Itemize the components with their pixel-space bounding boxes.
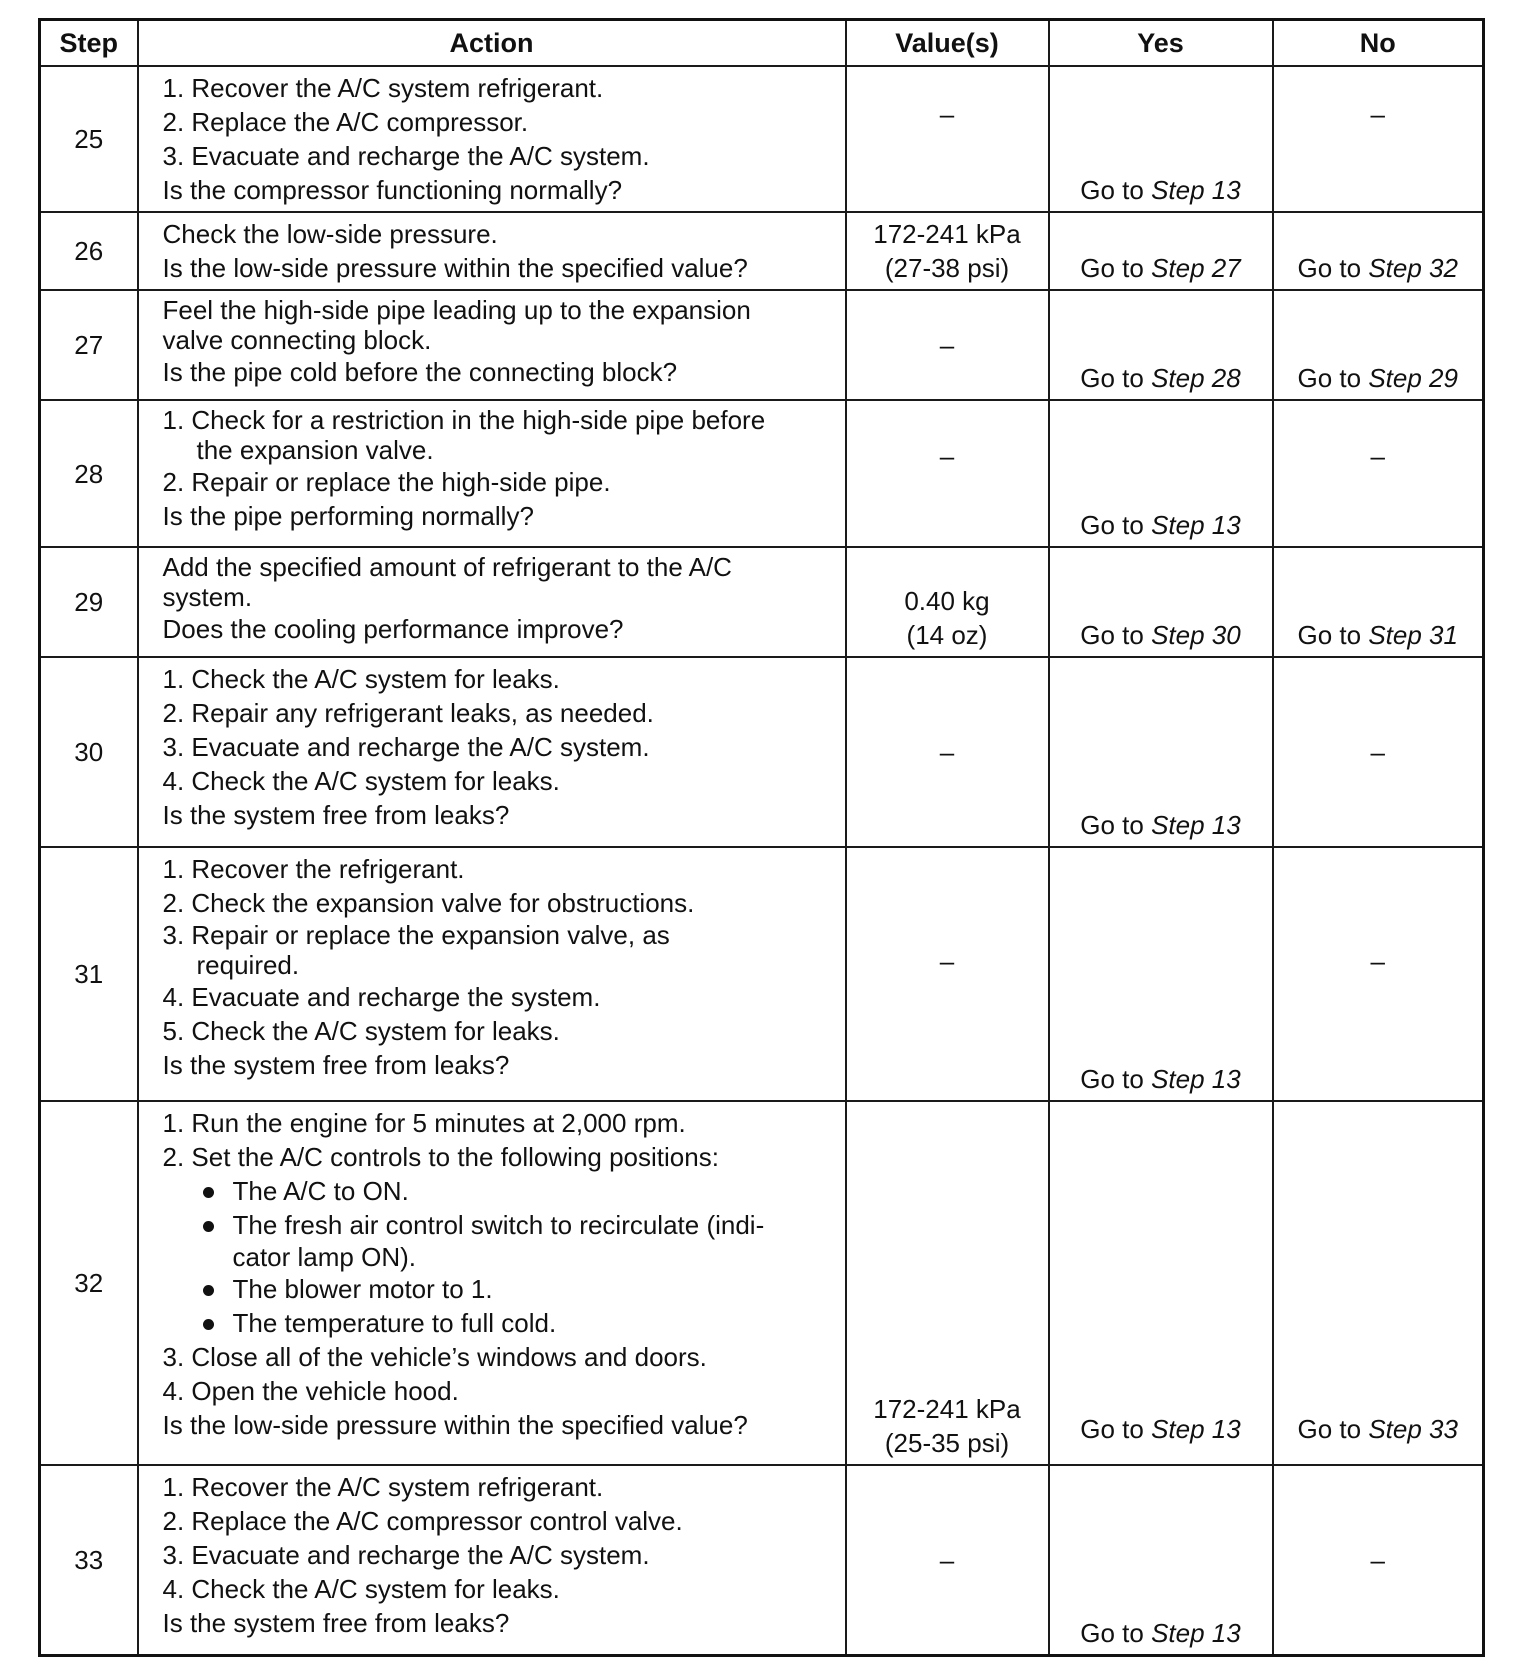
action-cell bbox=[138, 847, 846, 1101]
action-question: Is the compressor functioning normally? bbox=[162, 175, 623, 205]
bullet-dot-icon bbox=[203, 1221, 214, 1232]
action-item-continued: the expansion valve. bbox=[196, 435, 434, 465]
table-row bbox=[40, 212, 1484, 290]
goto-prefix: Go to bbox=[1297, 1414, 1369, 1444]
value-cell: – bbox=[846, 657, 1049, 847]
action-question: Is the low-side pressure within the specified value? bbox=[162, 1410, 748, 1440]
table-row bbox=[40, 847, 1484, 1101]
action-item: 2. Repair or replace the high-side pipe. bbox=[162, 467, 611, 497]
header-step: Step bbox=[40, 20, 138, 67]
action-question: Is the system free from leaks? bbox=[162, 1050, 510, 1080]
yes-cell bbox=[1049, 400, 1273, 547]
value-cell bbox=[846, 1101, 1049, 1465]
no-step: Step 33 bbox=[1368, 1414, 1458, 1444]
goto-prefix: Go to bbox=[1297, 253, 1369, 283]
goto-prefix: Go to bbox=[1080, 363, 1152, 393]
action-item: 4. Check the A/C system for leaks. bbox=[162, 1574, 560, 1604]
yes-step: Step 13 bbox=[1151, 1617, 1241, 1648]
header-value: Value(s) bbox=[846, 20, 1049, 67]
no-cell bbox=[1273, 290, 1484, 400]
table-row bbox=[40, 1101, 1484, 1465]
action-cell bbox=[138, 66, 846, 212]
goto-prefix: Go to bbox=[1080, 810, 1152, 840]
bullet-item bbox=[163, 1174, 837, 1208]
action-item: 3. Evacuate and recharge the A/C system. bbox=[162, 1540, 650, 1570]
bullet-text: The fresh air control switch to recirculate (indi- bbox=[232, 1210, 765, 1240]
action-question: Is the system free from leaks? bbox=[162, 1608, 510, 1638]
table-row bbox=[40, 66, 1484, 212]
yes-step: Step 13 bbox=[1151, 510, 1241, 540]
table-row bbox=[40, 400, 1484, 547]
action-item: 4. Evacuate and recharge the system. bbox=[162, 982, 601, 1012]
bullet-text: The blower motor to 1. bbox=[232, 1274, 493, 1304]
yes-step: Step 13 bbox=[1151, 1414, 1241, 1444]
no-cell bbox=[1273, 547, 1484, 657]
action-cell bbox=[138, 212, 846, 290]
value-cell: – bbox=[846, 1465, 1049, 1655]
value-cell bbox=[846, 212, 1049, 290]
action-text: system. bbox=[162, 582, 253, 612]
value-line: (14 oz) bbox=[906, 620, 988, 650]
yes-step: Step 30 bbox=[1151, 620, 1241, 650]
action-question: Is the pipe performing normally? bbox=[162, 501, 534, 531]
no-cell: – bbox=[1273, 1465, 1484, 1655]
action-item: 4. Check the A/C system for leaks. bbox=[162, 766, 560, 796]
header-no: No bbox=[1273, 20, 1484, 67]
yes-cell bbox=[1049, 212, 1273, 290]
no-step: Step 29 bbox=[1368, 363, 1458, 393]
goto-prefix: Go to bbox=[1080, 1414, 1152, 1444]
action-item: 5. Check the A/C system for leaks. bbox=[162, 1016, 560, 1046]
action-text: Add the specified amount of refrigerant to the A/C bbox=[162, 552, 732, 582]
action-item: 2. Repair any refrigerant leaks, as needed. bbox=[162, 698, 654, 728]
bullet-dot-icon bbox=[203, 1187, 214, 1198]
action-item: 1. Run the engine for 5 minutes at 2,000 rpm. bbox=[162, 1108, 686, 1138]
yes-cell bbox=[1049, 290, 1273, 400]
yes-cell bbox=[1049, 66, 1273, 212]
step-number: 29 bbox=[40, 547, 138, 657]
yes-step: Step 27 bbox=[1151, 253, 1241, 283]
bullet-dot-icon bbox=[203, 1319, 214, 1330]
action-item: 2. Set the A/C controls to the following positions: bbox=[162, 1142, 719, 1172]
goto-prefix: Go to bbox=[1297, 363, 1369, 393]
action-cell bbox=[138, 1101, 846, 1465]
no-cell: – bbox=[1273, 66, 1484, 212]
yes-cell bbox=[1049, 847, 1273, 1101]
value-cell bbox=[846, 547, 1049, 657]
goto-prefix: Go to bbox=[1080, 510, 1152, 540]
yes-step: Step 28 bbox=[1151, 363, 1241, 393]
action-text: Check the low-side pressure. bbox=[162, 219, 498, 249]
no-cell: – bbox=[1273, 400, 1484, 547]
table-row bbox=[40, 547, 1484, 657]
step-number: 25 bbox=[40, 66, 138, 212]
bullet-item bbox=[163, 1306, 837, 1340]
value-cell: – bbox=[846, 66, 1049, 212]
yes-step: Step 13 bbox=[1151, 175, 1241, 205]
diagnostic-table bbox=[38, 18, 1485, 1657]
bullet-text-continued: cator lamp ON). bbox=[232, 1242, 416, 1272]
no-step: Step 31 bbox=[1368, 620, 1458, 650]
goto-prefix: Go to bbox=[1080, 253, 1152, 283]
bullet-dot-icon bbox=[203, 1285, 214, 1296]
table-row bbox=[40, 290, 1484, 400]
action-cell bbox=[138, 400, 846, 547]
action-item: 2. Replace the A/C compressor control valve. bbox=[162, 1506, 683, 1536]
diagnostic-table-page bbox=[38, 18, 1482, 1657]
goto-prefix: Go to bbox=[1297, 620, 1369, 650]
header-yes: Yes bbox=[1049, 20, 1273, 67]
action-item: 3. Evacuate and recharge the A/C system. bbox=[162, 732, 650, 762]
yes-cell bbox=[1049, 1101, 1273, 1465]
no-cell: – bbox=[1273, 657, 1484, 847]
goto-prefix: Go to bbox=[1080, 620, 1152, 650]
action-cell bbox=[138, 290, 846, 400]
bullet-text: The A/C to ON. bbox=[232, 1176, 409, 1206]
goto-prefix: Go to bbox=[1080, 1064, 1152, 1094]
yes-step: Step 13 bbox=[1151, 1064, 1241, 1094]
value-cell: – bbox=[846, 847, 1049, 1101]
action-cell bbox=[138, 1465, 846, 1655]
bullet-text: The temperature to full cold. bbox=[232, 1308, 557, 1338]
action-text: valve connecting block. bbox=[162, 325, 432, 355]
step-number: 33 bbox=[40, 1465, 138, 1655]
action-item: 3. Evacuate and recharge the A/C system. bbox=[162, 141, 650, 171]
action-item: 3. Repair or replace the expansion valve, as bbox=[162, 920, 670, 950]
value-line: (27-38 psi) bbox=[884, 253, 1010, 283]
yes-cell bbox=[1049, 657, 1273, 847]
step-number: 26 bbox=[40, 212, 138, 290]
action-question: Is the system free from leaks? bbox=[162, 800, 510, 830]
step-number: 28 bbox=[40, 400, 138, 547]
table-row bbox=[40, 1465, 1484, 1655]
step-number: 27 bbox=[40, 290, 138, 400]
value-line: 172-241 kPa bbox=[873, 219, 1021, 249]
action-question: Is the low-side pressure within the specified value? bbox=[162, 253, 748, 283]
value-line: (25-35 psi) bbox=[884, 1428, 1010, 1458]
action-question: Does the cooling performance improve? bbox=[162, 614, 624, 644]
no-cell bbox=[1273, 212, 1484, 290]
goto-prefix: Go to bbox=[1080, 175, 1152, 205]
step-number: 30 bbox=[40, 657, 138, 847]
action-question: Is the pipe cold before the connecting block? bbox=[162, 357, 678, 387]
action-item: 4. Open the vehicle hood. bbox=[162, 1376, 459, 1406]
action-item-continued: required. bbox=[196, 950, 300, 980]
action-item: 2. Check the expansion valve for obstructions. bbox=[162, 888, 695, 918]
goto-prefix: Go to bbox=[1080, 1617, 1152, 1648]
no-step: Step 32 bbox=[1368, 253, 1458, 283]
value-cell: – bbox=[846, 290, 1049, 400]
action-cell bbox=[138, 657, 846, 847]
header-action: Action bbox=[138, 20, 846, 67]
bullet-item bbox=[163, 1272, 837, 1306]
no-cell bbox=[1273, 1101, 1484, 1465]
table-row bbox=[40, 657, 1484, 847]
action-item: 1. Check for a restriction in the high-side pipe before bbox=[162, 405, 766, 435]
yes-step: Step 13 bbox=[1151, 810, 1241, 840]
yes-cell bbox=[1049, 1465, 1273, 1655]
action-item: 1. Recover the A/C system refrigerant. bbox=[162, 1472, 604, 1502]
step-number: 32 bbox=[40, 1101, 138, 1465]
action-item: 1. Recover the refrigerant. bbox=[162, 854, 465, 884]
header-row bbox=[40, 20, 1484, 67]
yes-cell bbox=[1049, 547, 1273, 657]
value-line: 0.40 kg bbox=[904, 586, 990, 616]
action-item: 1. Recover the A/C system refrigerant. bbox=[162, 73, 604, 103]
action-text: Feel the high-side pipe leading up to the expansion bbox=[162, 295, 751, 325]
action-item: 2. Replace the A/C compressor. bbox=[162, 107, 529, 137]
no-cell: – bbox=[1273, 847, 1484, 1101]
action-cell bbox=[138, 547, 846, 657]
action-item: 1. Check the A/C system for leaks. bbox=[162, 664, 560, 694]
action-item: 3. Close all of the vehicle’s windows and doors. bbox=[162, 1342, 707, 1372]
bullet-item bbox=[163, 1208, 837, 1272]
value-cell: – bbox=[846, 400, 1049, 547]
step-number: 31 bbox=[40, 847, 138, 1101]
value-line: 172-241 kPa bbox=[873, 1394, 1021, 1424]
